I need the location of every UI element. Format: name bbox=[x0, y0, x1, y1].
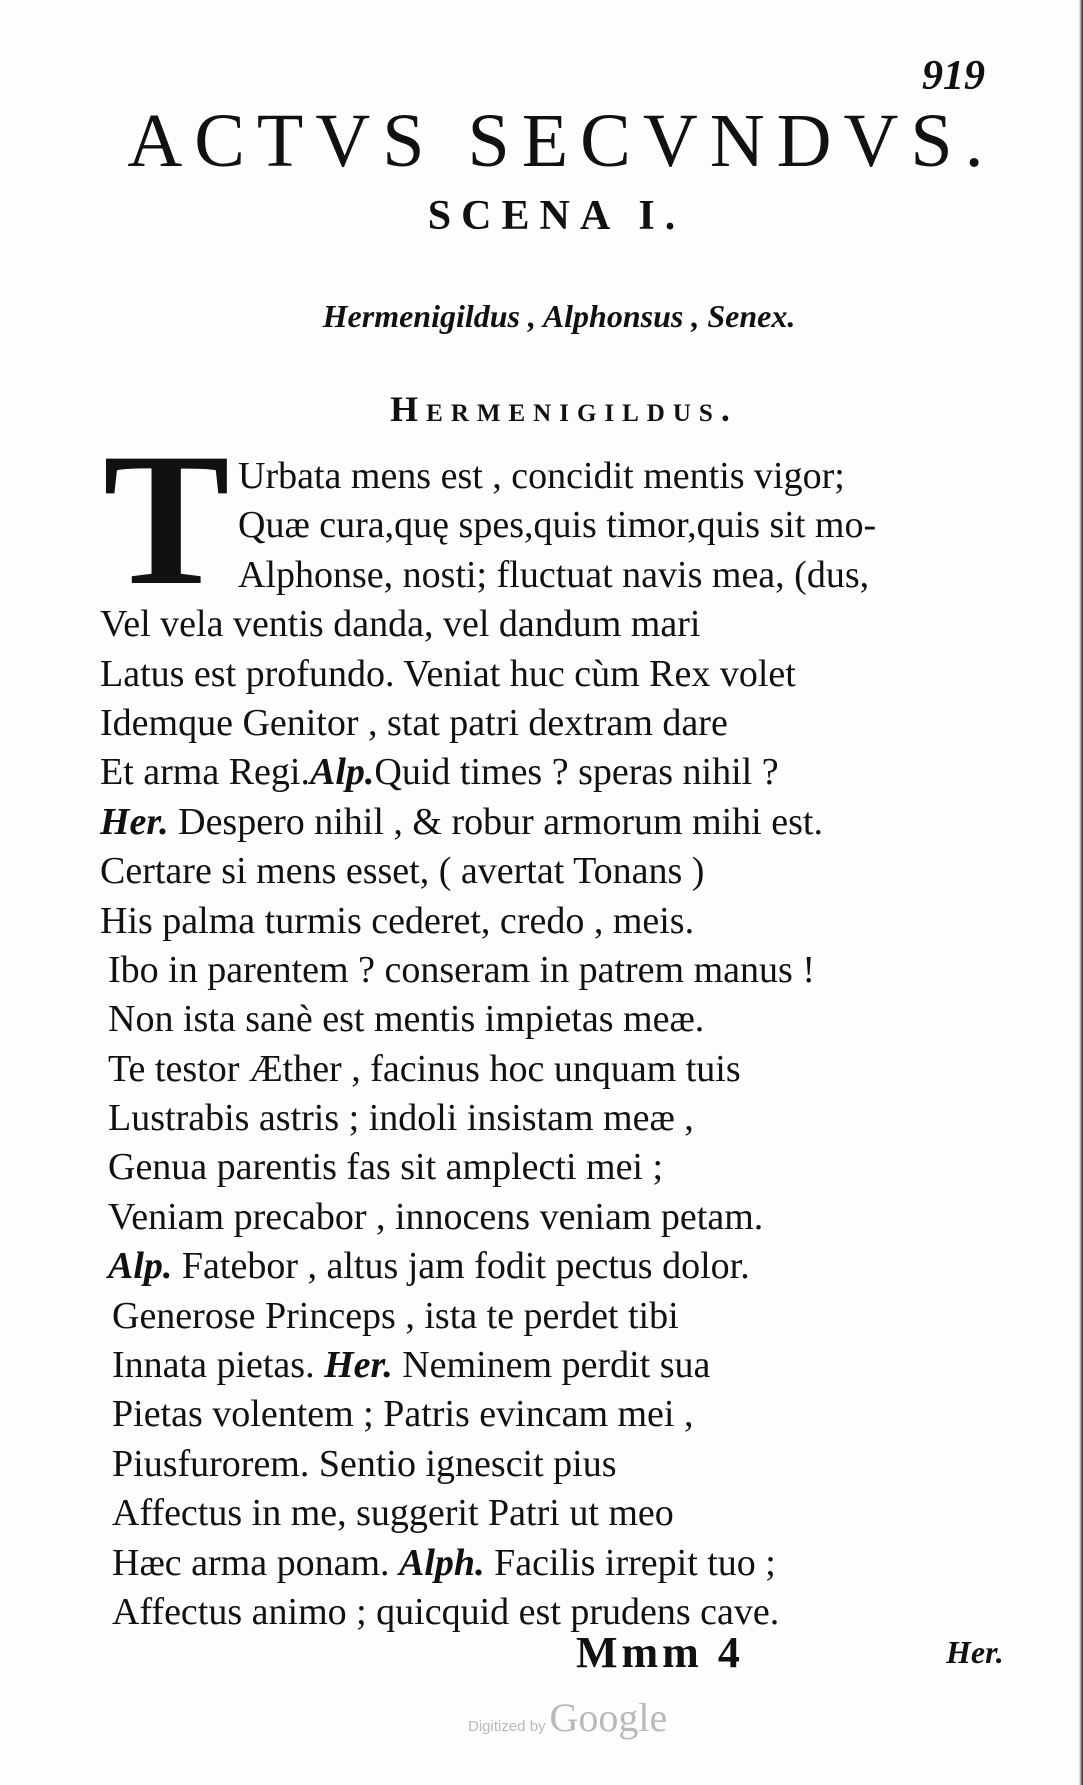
verse-line: Latus est profundo. Veniat huc cùm Rex volet bbox=[100, 652, 796, 695]
verse-line: Idemque Genitor , stat patri dextram dare bbox=[100, 701, 728, 744]
verse-line: His palma turmis cederet, credo , meis. bbox=[100, 899, 695, 942]
verse-line: Alphonse, nosti; fluctuat navis mea, (dus, bbox=[238, 553, 870, 596]
verse-line: Piusfurorem. Sentio ignescit pius bbox=[112, 1442, 617, 1485]
speaker-tag: Her. bbox=[100, 800, 169, 843]
verse-line: Alp. Fatebor , altus jam fodit pectus dolor. bbox=[108, 1245, 750, 1288]
page-edge-shadow bbox=[1079, 0, 1083, 1785]
speaker-tag: Her. bbox=[324, 1344, 393, 1387]
verse-line: Genua parentis fas sit amplecti mei ; bbox=[108, 1146, 664, 1189]
verse-line: Affectus animo ; quicquid est prudens cave. bbox=[112, 1590, 780, 1633]
digitized-watermark bbox=[468, 1694, 667, 1741]
cast-list: Hermenigildus , Alphonsus , Senex. bbox=[322, 298, 796, 334]
verse-line: Vel vela ventis danda, vel dandum mari bbox=[100, 603, 701, 646]
watermark-prefix: Digitized by bbox=[468, 1718, 546, 1735]
act-title: ACTVS SECVNDVS. bbox=[127, 99, 996, 183]
speaker-tag: Alp. bbox=[108, 1245, 173, 1288]
verse-line: Ibo in parentem ? conseram in patrem manus ! bbox=[108, 948, 815, 991]
verse-line: Pietas volentem ; Patris evincam mei , bbox=[112, 1393, 694, 1436]
verse-line: Quæ cura,quę spes,quis timor,quis sit mo- bbox=[238, 504, 877, 547]
speaker-tag: Alp. bbox=[309, 751, 375, 794]
drop-cap: T bbox=[103, 415, 230, 625]
verse-line: Hæc arma ponam. Alph. Facilis irrepit tuo ; bbox=[112, 1541, 776, 1584]
verse-line: Generose Princeps , ista te perdet tibi bbox=[112, 1294, 679, 1337]
page-number: 919 bbox=[922, 53, 985, 99]
catchword: Her. bbox=[946, 1634, 1004, 1670]
scene-title: SCENA I. bbox=[427, 193, 686, 239]
watermark-logo: Google bbox=[549, 1695, 668, 1740]
speaker-tag: Alph. bbox=[399, 1541, 485, 1584]
verse-line: Et arma Regi.Alp.Quid times ? speras nihil ? bbox=[100, 751, 779, 794]
verse-line: Lustrabis astris ; indoli insistam meæ , bbox=[108, 1097, 694, 1140]
verse-line: Innata pietas. Her. Neminem perdit sua bbox=[112, 1344, 711, 1387]
verse-line: Te testor Æther , facinus hoc unquam tuis bbox=[108, 1047, 741, 1090]
speaker-heading: Hermenigildus. bbox=[390, 389, 738, 429]
verse-line: Certare si mens esset, ( avertat Tonans ) bbox=[100, 850, 705, 893]
verse-line: Urbata mens est , concidit mentis vigor; bbox=[238, 455, 845, 497]
verse-line: Affectus in me, suggerit Patri ut meo bbox=[112, 1492, 674, 1535]
verse-line: Her. Despero nihil , & robur armorum mihi est. bbox=[100, 800, 823, 843]
verse-line: Veniam precabor , innocens veniam petam. bbox=[108, 1195, 764, 1238]
signature-mark: Mmm 4 bbox=[576, 1628, 744, 1677]
verse-text bbox=[0, 452, 1083, 1637]
verse-line: Non ista sanè est mentis impietas meæ. bbox=[108, 998, 705, 1041]
